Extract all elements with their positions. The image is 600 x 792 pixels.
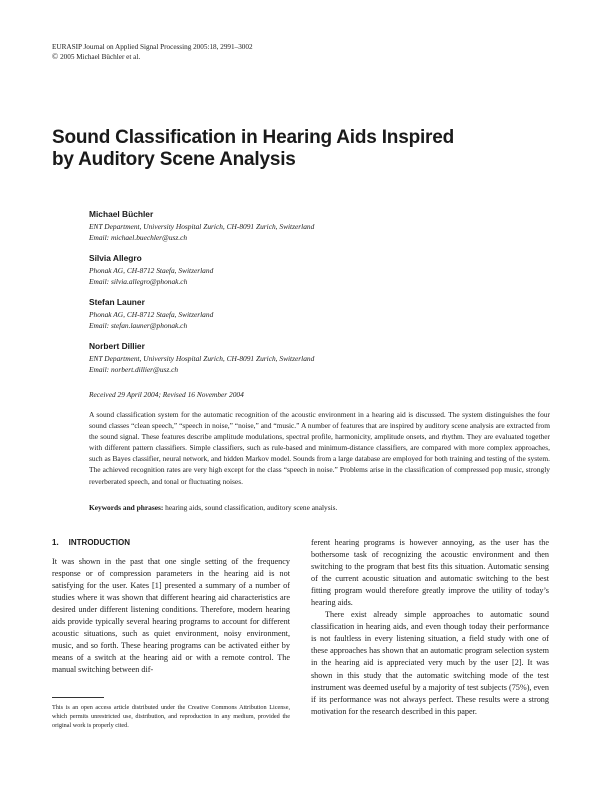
copyright-text: 2005 Michael Büchler et al. xyxy=(60,53,141,61)
author-name: Norbert Dillier xyxy=(89,341,145,351)
received-dates: Received 29 April 2004; Revised 16 November 2004 xyxy=(89,390,244,399)
author-email: Email: silvia.allegro@phonak.ch xyxy=(89,277,188,286)
keywords xyxy=(89,502,550,513)
body-paragraph: ferent hearing programs is however annoying, as the user has the bothersome task of recognizing the acoustic environment and then switching to the program that best fits this situation. Automatic sensing of the current acoustic situation and automatic switching to the best fitting program would therefore greatly improve the utility of today’s hearing aids. xyxy=(311,538,549,608)
author-block xyxy=(89,340,559,375)
copyright-line xyxy=(52,52,253,62)
author-affiliation: ENT Department, University Hospital Zurich, CH-8091 Zurich, Switzerland xyxy=(89,222,315,231)
journal-citation: EURASIP Journal on Applied Signal Processing 2005:18, 2991–3002 xyxy=(52,43,253,51)
abstract: A sound classification system for the automatic recognition of the acoustic environment in a hearing aid is discussed. The system distinguishes the four sound classes “clean speech,” “speech in noise,” “noise,” and “music.” A number of features that are inspired by auditory scene analysis are extracted from the sound signal. These features describe amplitude modulations, spectral profile, harmonicity, amplitude onsets, and rhythm. They are evaluated together with different pattern classifiers. Simple classifiers, such as rule-based and minimum-distance classifiers, are compared with more complex approaches, such as Bayes classifier, neural network, and hidden Markov model. Sounds from a large database are employed for both training and testing of the system. The achieved recognition rates are very high except for the class “speech in noise.” Problems arise in the classification of compressed pop music, strongly reverberated speech, and tonal or fluctuating noises. xyxy=(89,410,550,486)
body-paragraph: There exist already simple approaches to automatic sound classification in hearing aids, and even though today their performance is not faultless in every listening situation, a field study with one of these approaches has shown that an automatic program selection system in the hearing aid is appreciated very much by the user [2]. It was shown in this study that the automatic switching mode of the test instrument was deemed useful by a majority of test subjects (75%), even if its performance was not always perfect. These results were a strong motivation for the research described in this paper. xyxy=(311,610,549,716)
author-email: Email: michael.buechler@usz.ch xyxy=(89,233,188,242)
title-line-2: by Auditory Scene Analysis xyxy=(52,149,296,170)
footnote-rule xyxy=(52,697,104,698)
journal-header xyxy=(52,42,253,62)
author-list xyxy=(89,208,559,384)
license-footnote: This is an open access article distributed under the Creative Commons Attribution License, which permits unrestricted use, distribution, and reproduction in any medium, provided the original work is properly cited. xyxy=(52,704,290,730)
author-block xyxy=(89,208,559,243)
left-column xyxy=(52,537,290,677)
author-email: Email: norbert.dillier@usz.ch xyxy=(89,365,179,374)
paper-title xyxy=(52,127,552,171)
right-column xyxy=(311,537,549,718)
body-paragraph: It was shown in the past that one single setting of the frequency response or of compression parameters in the hearing aid is not satisfying for the user. Kates [1] presented a summary of a number of studies where it was shown that different hearing aid characteristics are desired under different listening conditions. Therefore, modern hearing aids provide typically several hearing programs to account for different acoustic situations, such as quiet environment, noisy environment, music, and so forth. These hearing programs can be activated either by means of a switch at the hearing aid or with a remote control. The manual switching between dif- xyxy=(52,557,290,675)
author-affiliation: Phonak AG, CH-8712 Staefa, Switzerland xyxy=(89,310,214,319)
keywords-label: Keywords and phrases: xyxy=(89,503,164,512)
section-number: 1. xyxy=(52,538,59,547)
author-name: Silvia Allegro xyxy=(89,253,142,263)
author-email: Email: stefan.launer@phonak.ch xyxy=(89,321,188,330)
title-line-1: Sound Classification in Hearing Aids Inspired xyxy=(52,127,455,148)
keywords-text: hearing aids, sound classification, auditory scene analysis. xyxy=(163,503,338,512)
author-name: Michael Büchler xyxy=(89,209,154,219)
section-title: INTRODUCTION xyxy=(68,538,130,547)
author-block xyxy=(89,296,559,331)
section-heading xyxy=(52,537,290,549)
author-affiliation: ENT Department, University Hospital Zurich, CH-8091 Zurich, Switzerland xyxy=(89,354,315,363)
author-affiliation: Phonak AG, CH-8712 Staefa, Switzerland xyxy=(89,266,214,275)
author-block xyxy=(89,252,559,287)
author-name: Stefan Launer xyxy=(89,297,145,307)
copyright-icon: © xyxy=(52,52,59,61)
